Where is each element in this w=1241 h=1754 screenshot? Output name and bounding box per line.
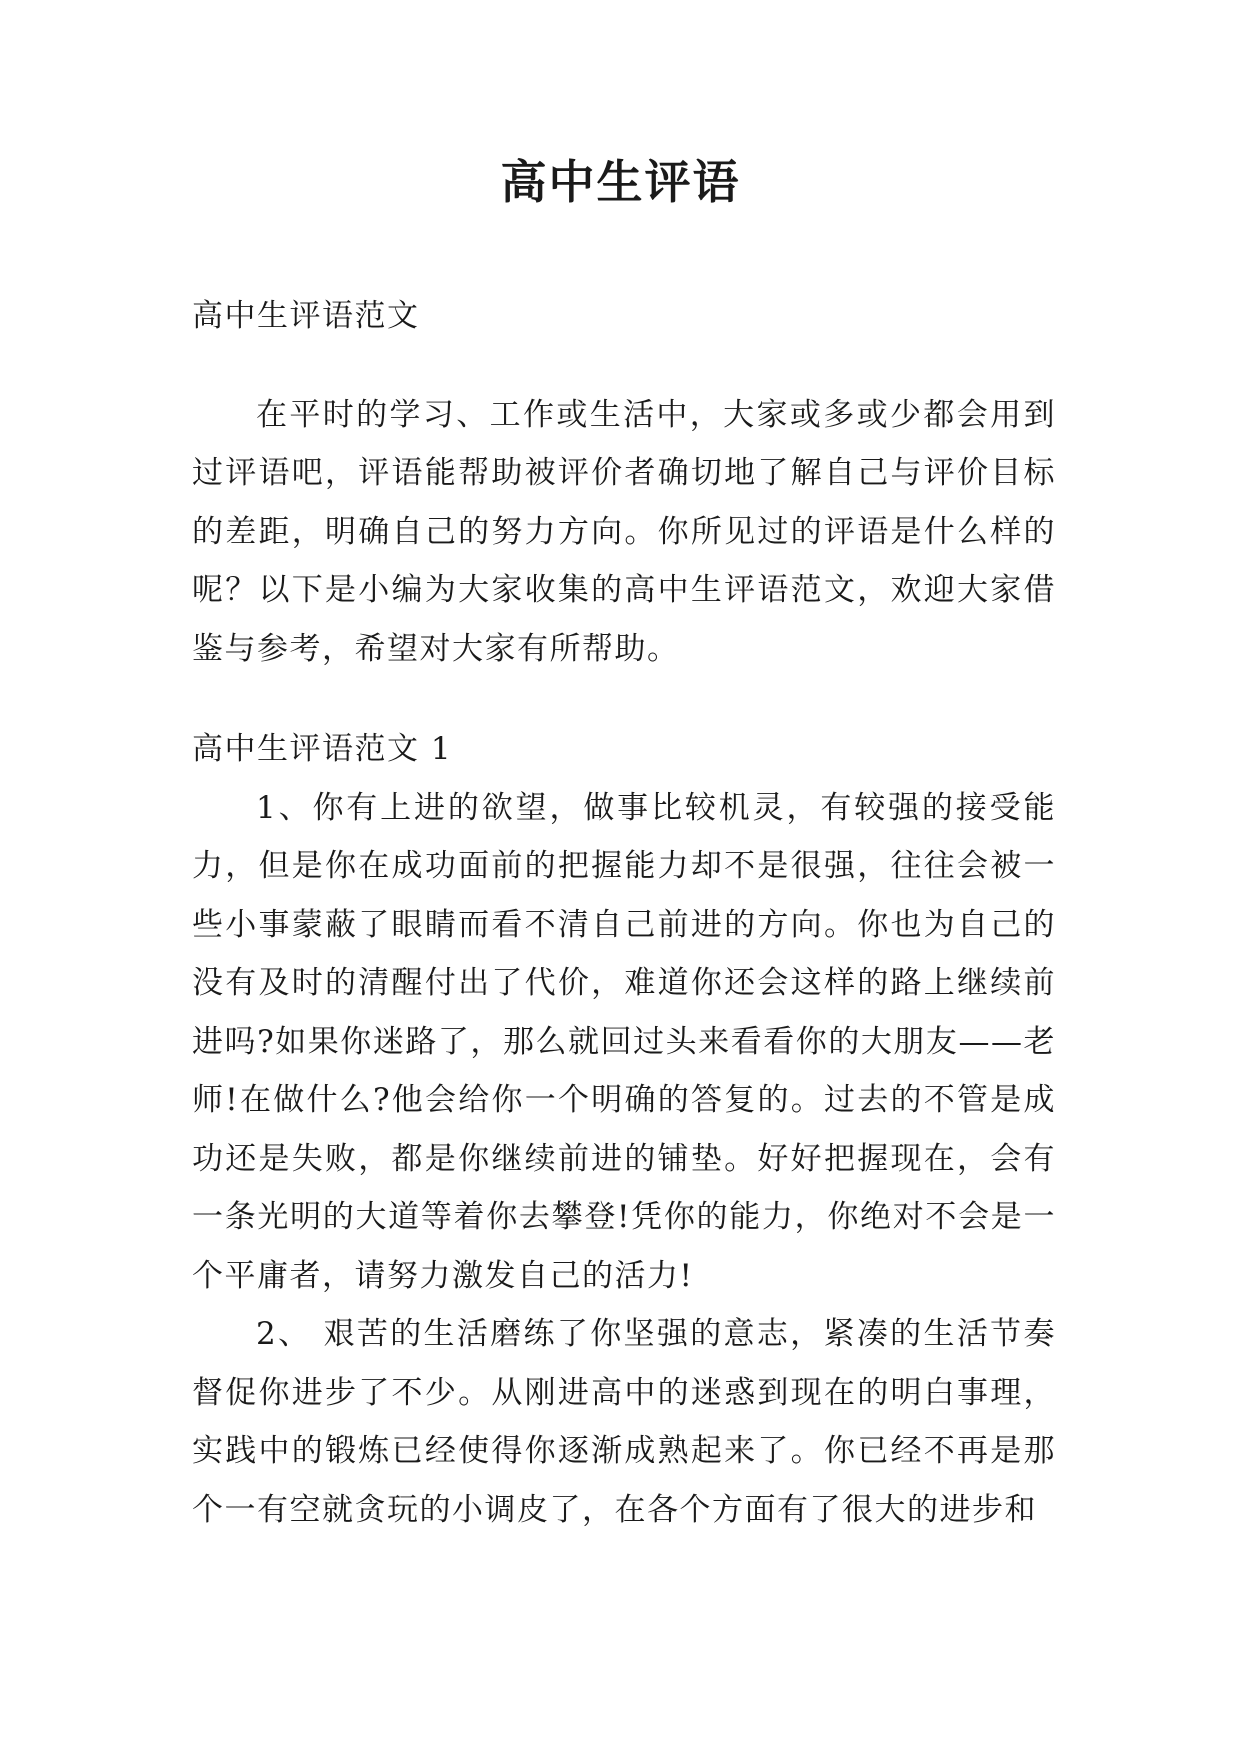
- comment-item-1: 1、你有上进的欲望，做事比较机灵，有较强的接受能力，但是你在成功面前的把握能力却不是很强，往往会被一些小事蒙蔽了眼睛而看不清自己前进的方向。你也为自己的没有及时的清醒付出了代价，难道你还会这样的路上继续前进吗?如果你迷路了，那么就回过头来看看你的大朋友——老师!在做什么?他会给你一个明确的答复的。过去的不管是成功还是失败，都是你继续前进的铺垫。好好把握现在，会有一条光明的大道等着你去攀登!凭你的能力，你绝对不会是一个平庸者，请努力激发自己的活力!: [192, 789, 1056, 1294]
- subtitle: 高中生评语范文: [192, 298, 420, 334]
- document-title: 高中生评语: [500, 155, 741, 209]
- document-body: [192, 287, 1056, 1539]
- intro-paragraph: 在平时的学习、工作或生活中，大家或多或少都会用到过评语吧，评语能帮助被评价者确切地了解自己与评价目标的差距，明确自己的努力方向。你所见过的评语是什么样的呢？以下是小编为大家收集的高中生评语范文，欢迎大家借鉴与参考，希望对大家有所帮助。: [192, 396, 1056, 667]
- comment-item-2: 2、 艰苦的生活磨练了你坚强的意志，紧凑的生活节奏督促你进步了不少。从刚进高中的迷惑到现在的明白事理，实践中的锻炼已经使得你逐渐成熟起来了。你已经不再是那个一有空就贪玩的小调皮了，在各个方面有了很大的进步和: [192, 1316, 1056, 1528]
- section-heading: 高中生评语范文 1: [192, 731, 453, 767]
